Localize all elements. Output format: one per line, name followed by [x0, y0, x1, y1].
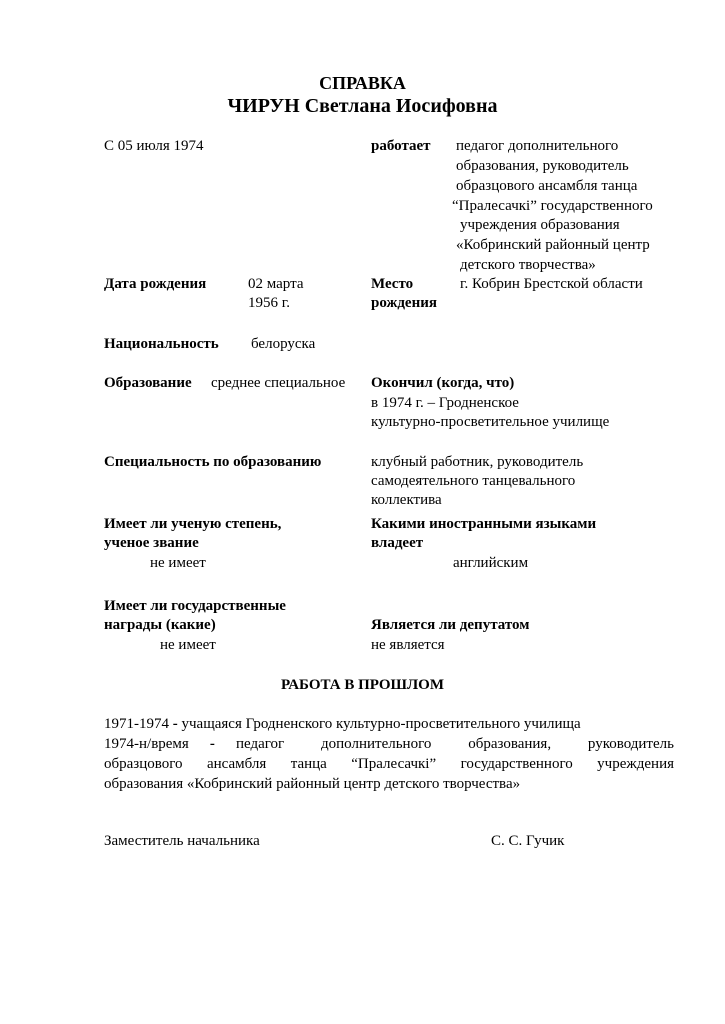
signatory-name: С. С. Гучик	[491, 833, 565, 849]
birth-date-line-2: 1956 г.	[248, 295, 290, 311]
education-label: Образование	[104, 375, 192, 391]
graduated-line-1: в 1974 г. – Гродненское	[371, 395, 519, 411]
languages-label-line-2: владеет	[371, 535, 424, 551]
entry-2-separator: -	[209, 736, 215, 752]
past-work-entry-2-line-1	[104, 735, 674, 754]
specialty-line-2: самодеятельного танцевального	[371, 473, 576, 489]
position-line-3: образцового ансамбля танца	[456, 178, 638, 194]
birth-date-line-1: 02 марта	[248, 276, 304, 292]
entry-2-years: 1974-н/время	[104, 736, 189, 752]
specialty-label: Специальность по образованию	[104, 454, 322, 470]
entry-1-text: учащаяся Гродненского культурно-просветительного училища	[181, 716, 581, 732]
employment-label: работает	[371, 138, 431, 154]
deputy-value: не является	[371, 637, 445, 653]
past-work-entry-1	[104, 715, 581, 734]
education-value: среднее специальное	[211, 375, 346, 391]
entry-2-text-line-3: образования «Кобринский районный центр детского творчества»	[104, 776, 521, 792]
past-work-heading: РАБОТА В ПРОШЛОМ	[280, 677, 445, 693]
signatory-position: Заместитель начальника	[104, 833, 260, 849]
entry-1-separator: -	[169, 716, 182, 732]
graduated-line-2: культурно-просветительное училище	[371, 414, 610, 430]
awards-label-line-2: награды (какие)	[104, 617, 216, 633]
birth-date-label: Дата рождения	[104, 276, 207, 292]
specialty-line-3: коллектива	[371, 492, 442, 508]
awards-label-line-1: Имеет ли государственные	[104, 598, 286, 614]
entry-2-text-line-2: образцового ансамбля танца “Пралесачкі” государственного учреждения	[104, 756, 674, 772]
position-line-7: детского творчества»	[460, 257, 596, 273]
entry-1-years: 1971-1974	[104, 716, 169, 732]
position-line-4: “Пралесачкі” государственного	[452, 198, 653, 214]
position-line-2: образования, руководитель	[456, 158, 629, 174]
position-line-6: «Кобринский районный центр	[456, 237, 650, 253]
degree-value: не имеет	[150, 555, 206, 571]
deputy-label: Является ли депутатом	[371, 617, 530, 633]
position-line-1: педагог дополнительного	[456, 138, 619, 154]
degree-label-line-2: ученое звание	[104, 535, 199, 551]
birth-place-label-line-2: рождения	[371, 295, 437, 311]
person-name: ЧИРУН Светлана Иосифовна	[227, 95, 498, 117]
nationality-label: Национальность	[104, 336, 219, 352]
degree-label-line-1: Имеет ли ученую степень,	[104, 516, 282, 532]
birth-place-label-line-1: Место	[371, 276, 414, 292]
entry-2-text-line-1: педагог дополнительного образования, руководитель	[235, 736, 674, 752]
position-line-5: учреждения образования	[460, 217, 620, 233]
employment-start: С 05 июля 1974	[104, 138, 204, 154]
birth-place-value: г. Кобрин Брестской области	[460, 276, 643, 292]
nationality-value: белоруска	[251, 336, 316, 352]
specialty-line-1: клубный работник, руководитель	[371, 454, 584, 470]
awards-value: не имеет	[160, 637, 216, 653]
languages-label-line-1: Какими иностранными языками	[371, 516, 597, 532]
languages-value: английским	[453, 555, 529, 571]
graduated-label: Окончил (когда, что)	[371, 375, 515, 391]
document-title: СПРАВКА	[319, 73, 406, 93]
